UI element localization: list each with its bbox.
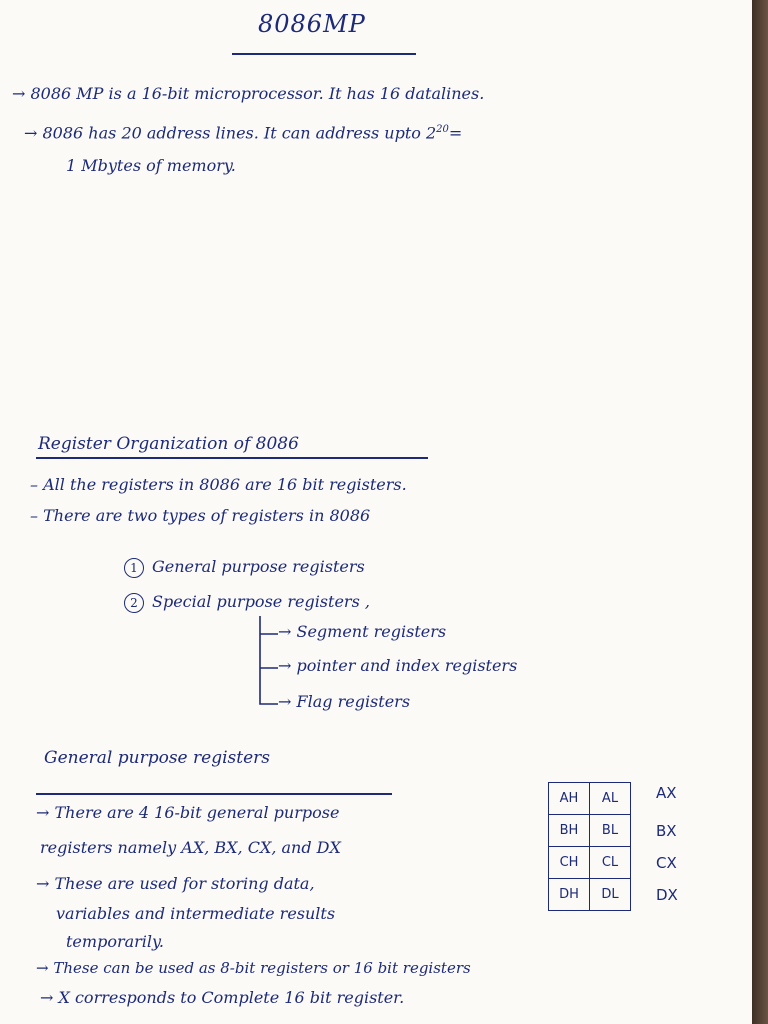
number-circle: 2	[124, 593, 144, 613]
intro-line-2-text: → 8086 has 20 address lines. It can address upto 2	[24, 123, 437, 143]
register-type-2	[124, 592, 370, 613]
table-row	[549, 815, 631, 847]
side-label-ax: AX	[656, 784, 677, 802]
table-row	[549, 847, 631, 879]
register-type-label: Special purpose registers ,	[152, 592, 370, 611]
register-cell: AL	[590, 783, 631, 815]
gpr-line-4: variables and intermediate results	[56, 904, 336, 923]
register-cell: AH	[549, 783, 590, 815]
register-cell: DH	[549, 879, 590, 911]
intro-exponent: 20	[436, 124, 449, 135]
register-org-underline	[36, 457, 428, 459]
gpr-heading: General purpose registers	[44, 748, 270, 768]
register-type-1	[124, 557, 365, 578]
side-label-cx: CX	[656, 854, 677, 872]
register-org-line-2: – There are two types of registers in 8086	[30, 506, 371, 525]
register-cell: CH	[549, 847, 590, 879]
title-underline	[232, 53, 416, 55]
register-cell: BH	[549, 815, 590, 847]
intro-line-1: → 8086 MP is a 16-bit microprocessor. It has 16 datalines.	[12, 84, 485, 103]
register-table	[548, 782, 631, 911]
side-label-dx: DX	[656, 886, 678, 904]
intro-equals: =	[448, 123, 463, 143]
register-cell: DL	[590, 879, 631, 911]
table-row	[549, 783, 631, 815]
gpr-line-7: → X corresponds to Complete 16 bit register.	[40, 988, 405, 1007]
page-edge-shadow	[752, 0, 768, 1024]
gpr-line-5: temporarily.	[66, 932, 165, 951]
gpr-line-3: → These are used for storing data,	[36, 874, 315, 893]
register-type-label: General purpose registers	[152, 557, 365, 576]
gpr-line-2: registers namely AX, BX, CX, and DX	[40, 838, 341, 857]
special-subtype-2: → pointer and index registers	[278, 656, 518, 675]
register-org-heading: Register Organization of 8086	[38, 434, 299, 454]
gpr-line-6: → These can be used as 8-bit registers or 16 bit registers	[36, 959, 471, 977]
page-title: 8086MP	[258, 10, 366, 38]
number-circle: 1	[124, 558, 144, 578]
register-cell: BL	[590, 815, 631, 847]
register-org-line-1: – All the registers in 8086 are 16 bit registers.	[30, 475, 407, 494]
gpr-line-1: → There are 4 16-bit general purpose	[36, 803, 340, 822]
table-row	[549, 879, 631, 911]
intro-line-2	[24, 120, 462, 143]
intro-line-3: 1 Mbytes of memory.	[66, 156, 236, 175]
gpr-underline	[36, 793, 392, 795]
special-subtype-1: → Segment registers	[278, 622, 447, 641]
side-label-bx: BX	[656, 822, 677, 840]
special-subtype-3: → Flag registers	[278, 692, 411, 711]
register-cell: CL	[590, 847, 631, 879]
